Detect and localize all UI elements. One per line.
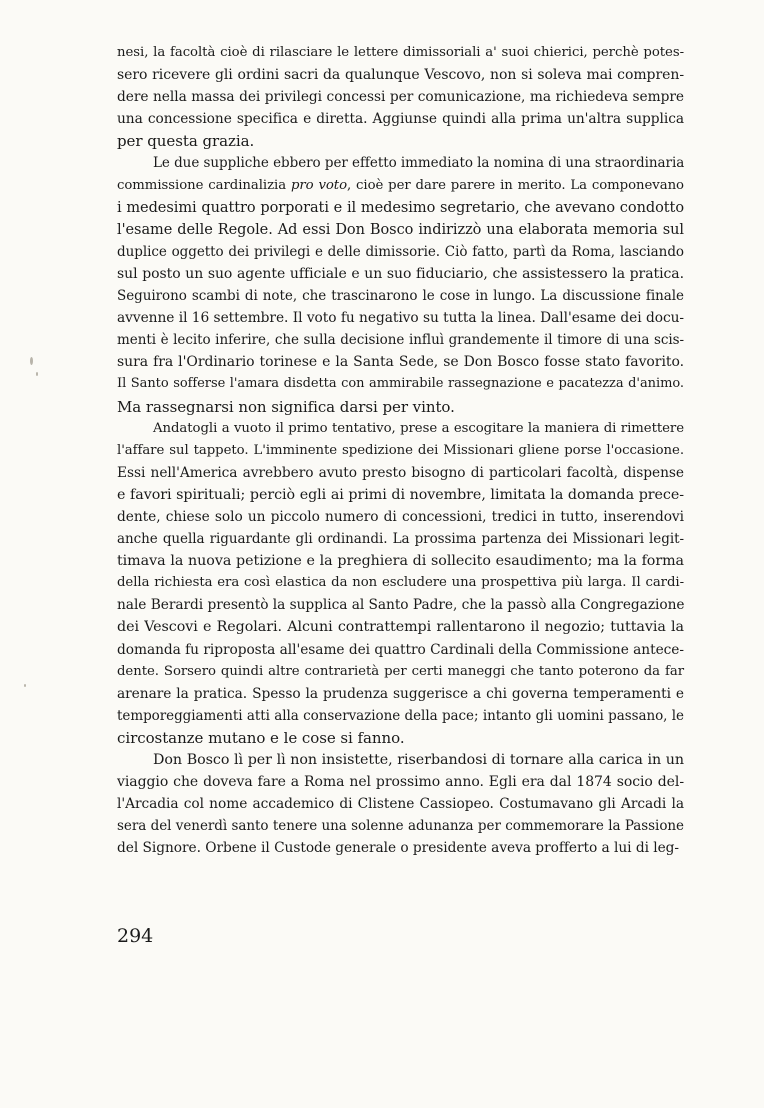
text-line: sura fra l'Ordinario torinese e la Santa Sede, se Don Bosco fosse stato favorito.: [117, 354, 684, 371]
text-line: della richiesta era così elastica da non escludere una prospettiva più larga. Il cardi-: [117, 575, 684, 591]
text-line: duplice oggetto dei privilegi e delle dimissorie. Ciò fatto, partì da Roma, lasciando: [117, 243, 684, 260]
margin-speck: [36, 372, 38, 376]
text-line: una concessione specifica e diretta. Aggiunse quindi alla prima un'altra supplica: [117, 111, 684, 128]
text-line: Il Santo sofferse l'amara disdetta con ammirabile rassegnazione e pacatezza d'animo.: [117, 376, 684, 392]
text-line: timava la nuova petizione e la preghiera di sollecito esaudimento; ma la forma: [117, 553, 684, 570]
text-line: del Signore. Orbene il Custode generale o presidente aveva profferto a lui di leg-: [117, 840, 680, 857]
page-body: [117, 42, 684, 859]
text-line: Seguirono scambi di note, che trascinarono le cose in lungo. La discussione finale: [117, 288, 684, 305]
margin-speck: [30, 357, 33, 365]
text-line: temporeggiamenti atti alla conservazione della pace; intanto gli uomini passano, le: [117, 707, 684, 724]
text-line: l'Arcadia col nome accademico di Clistene Cassiopeo. Costumavano gli Arcadi la: [117, 796, 684, 813]
text-line: domanda fu riproposta all'esame dei quattro Cardinali della Commissione antece-: [117, 641, 684, 658]
paragraph: [117, 749, 684, 859]
text-line: circostanze mutano e le cose si fanno.: [117, 728, 405, 747]
margin-speck: [24, 684, 26, 687]
text-line: dere nella massa dei privilegi concessi per comunicazione, ma richiedeva sempre: [117, 89, 684, 106]
text-line: nale Berardi presentò la supplica al Santo Padre, che la passò alla Congregazione: [117, 597, 685, 614]
text-line: commissione cardinalizia pro voto, cioè per dare parere in merito. La componevano: [117, 177, 684, 193]
text-line: sero ricevere gli ordini sacri da qualunque Vescovo, non si soleva mai compren-: [117, 67, 684, 84]
paragraph: [117, 418, 684, 749]
text-line: menti è lecito inferire, che sulla decisione influì grandemente il timore di una scis-: [117, 332, 684, 349]
text-line: arenare la pratica. Spesso la prudenza suggerisce a chi governa temperamenti e: [117, 685, 684, 702]
text-line: sera del venerdì santo tenere una solenne adunanza per commemorare la Passione: [117, 818, 684, 835]
text-line: dente, chiese solo un piccolo numero di concessioni, tredici in tutto, inserendovi: [117, 508, 684, 525]
text-line: per questa grazia.: [117, 132, 255, 151]
text-line: nesi, la facoltà cioè di rilasciare le lettere dimissoriali a' suoi chierici, perchè potes-: [117, 45, 684, 60]
text-line: avvenne il 16 settembre. Il voto fu negativo su tutta la linea. Dall'esame dei docu-: [117, 310, 684, 327]
text-line: Essi nell'America avrebbero avuto presto bisogno di particolari facoltà, dispense: [117, 464, 684, 481]
paragraph: [117, 152, 684, 417]
text-line: anche quella riguardante gli ordinandi. La prossima partenza dei Missionari legit-: [117, 531, 684, 548]
page-number: 294: [117, 925, 154, 947]
text-line: l'esame delle Regole. Ad essi Don Bosco indirizzò una elaborata memoria sul: [117, 221, 684, 238]
text-line: Andatogli a vuoto il primo tentativo, prese a escogitare la maniera di rimettere: [153, 420, 684, 436]
text-line: i medesimi quattro porporati e il medesimo segretario, che avevano condotto: [117, 199, 684, 216]
text-line: Ma rassegnarsi non significa darsi per vinto.: [117, 397, 455, 416]
paragraph: [117, 42, 684, 152]
text-line: Le due suppliche ebbero per effetto immediato la nomina di una straordinaria: [153, 155, 685, 172]
text-line: e favori spirituali; perciò egli ai primi di novembre, limitata la domanda prece-: [117, 486, 684, 503]
text-line: dente. Sorsero quindi altre contrarietà per certi maneggi che tanto poterono da far: [117, 663, 684, 679]
text-line: sul posto un suo agente ufficiale e un suo fiduciario, che assistessero la pratica.: [117, 265, 684, 282]
text-line: dei Vescovi e Regolari. Alcuni contrattempi rallentarono il negozio; tuttavia la: [117, 619, 684, 636]
text-line: l'affare sul tappeto. L'imminente spedizione dei Missionari gliene porse l'occasione.: [117, 442, 684, 458]
text-line: Don Bosco lì per lì non insistette, riserbandosi di tornare alla carica in un: [153, 752, 684, 768]
text-line: viaggio che doveva fare a Roma nel prossimo anno. Egli era dal 1874 socio del-: [117, 774, 684, 791]
